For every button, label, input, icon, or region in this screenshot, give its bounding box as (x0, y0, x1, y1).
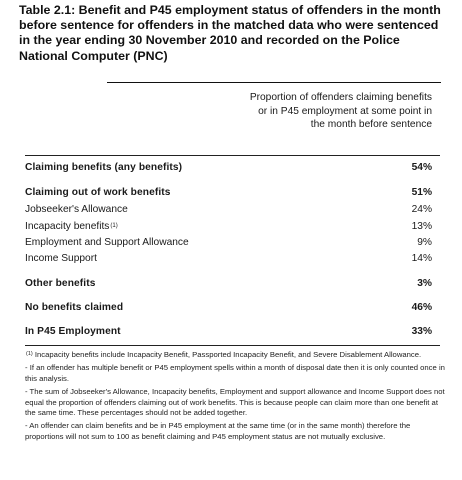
table-row (25, 325, 432, 339)
table-notes (25, 350, 445, 445)
table-row (25, 277, 432, 291)
row-label: No benefits claimed (25, 302, 124, 313)
note-item (25, 387, 445, 418)
table-row (25, 236, 432, 250)
row-value: 9% (417, 237, 432, 248)
table-row (25, 203, 432, 217)
column-header: Proportion of offenders claiming benefits or in P45 employment at some point in the month before sentence (249, 92, 432, 131)
row-value: 46% (411, 302, 432, 313)
table-bottom-rule (25, 345, 440, 346)
footnote-marker: (1) (26, 351, 33, 357)
table-row (25, 301, 432, 315)
note-text: - An offender can claim benefits and be in P45 employment at the same time (or in the same month) therefore the proportions will not sum to 100 as benefit claiming and P45 employment status are not mutually exclusive. (25, 421, 411, 441)
row-label (25, 220, 118, 234)
row-value: 13% (411, 221, 432, 232)
table-row (25, 252, 432, 266)
table-row (25, 161, 432, 175)
row-value: 3% (417, 278, 432, 289)
row-label: Claiming benefits (any benefits) (25, 162, 183, 173)
table-row (25, 220, 432, 234)
note-text: - The sum of Jobseeker's Allowance, Incapacity benefits, Employment and support allowance and Income Support does not equal the proportion of offenders claiming out of work benefits. This is because people can claim more than one benefit at the same time. These percentages should not be added together. (25, 387, 445, 418)
footnote (25, 350, 445, 360)
row-value: 54% (411, 162, 432, 173)
note-item (25, 363, 445, 384)
row-label-text: Incapacity benefits (25, 221, 110, 232)
footnote-marker: (1) (110, 223, 118, 229)
table-title: Table 2.1: Benefit and P45 employment status of offenders in the month before sentence for offenders in the matched data who were sentenced in the year ending 30 November 2010 and recorded on the Police National Computer (PNC) (19, 3, 441, 63)
row-value: 51% (411, 187, 432, 198)
note-item (25, 421, 445, 442)
header-divider-rule (25, 155, 440, 156)
footnote-text: Incapacity benefits include Incapacity Benefit, Passported Incapacity Benefit, and Severe Disablement Allowance. (32, 350, 422, 359)
row-value: 14% (411, 253, 432, 264)
row-label: In P45 Employment (25, 326, 121, 337)
note-text: - If an offender has multiple benefit or P45 employment spells within a month of disposal date then it is only counted once in this analysis. (25, 363, 445, 383)
row-label: Income Support (25, 253, 97, 264)
row-label: Claiming out of work benefits (25, 187, 171, 198)
row-label: Employment and Support Allowance (25, 237, 189, 248)
row-label: Jobseeker's Allowance (25, 204, 128, 215)
row-label: Other benefits (25, 278, 96, 289)
table-top-rule (107, 82, 441, 83)
row-value: 33% (411, 326, 432, 337)
row-value: 24% (411, 204, 432, 215)
table-row (25, 186, 432, 200)
